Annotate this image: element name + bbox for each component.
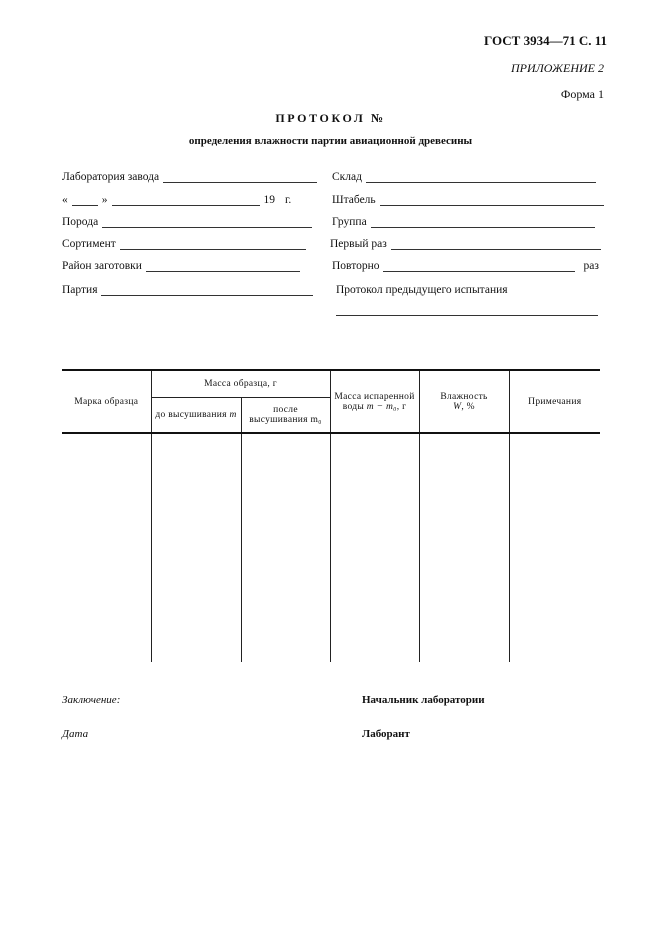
field-laboratory-line[interactable]	[163, 172, 317, 183]
header-moisture-var: W	[453, 401, 462, 412]
header-evaporated-line1: Масса испаренной	[334, 391, 415, 402]
date-quote-open: «	[62, 194, 68, 206]
cell-sample-mark[interactable]	[62, 433, 151, 662]
moisture-table	[62, 369, 600, 662]
header-after-drying-line1: после	[273, 405, 298, 415]
year-prefix: 19	[263, 194, 275, 206]
header-evaporated-line2: воды	[342, 401, 365, 412]
field-group	[332, 216, 595, 228]
conclusion-label: Заключение:	[62, 694, 121, 706]
field-date	[62, 194, 291, 206]
header-notes: Примечания	[509, 370, 600, 433]
field-previous-protocol-line[interactable]	[336, 305, 598, 316]
cell-notes[interactable]	[509, 433, 600, 662]
field-warehouse-line[interactable]	[366, 172, 596, 183]
field-harvest-area-line[interactable]	[146, 261, 300, 272]
field-first-time-label: Первый раз	[330, 238, 387, 250]
field-warehouse-label: Склад	[332, 171, 362, 183]
field-repeated-label: Повторно	[332, 260, 380, 272]
field-assortment-label: Сортимент	[62, 238, 116, 250]
field-laboratory-label: Лаборатория завода	[62, 171, 160, 183]
header-evaporated-water	[330, 370, 419, 433]
field-harvest-area-label: Район заготовки	[62, 260, 142, 272]
header-moisture-line1: Влажность	[440, 391, 488, 402]
field-laboratory	[62, 171, 317, 183]
date-label: Дата	[62, 728, 89, 740]
date-quote-close: »	[101, 194, 108, 206]
cell-moisture[interactable]	[419, 433, 509, 662]
form-number: Форма 1	[560, 87, 604, 101]
header-after-drying-line2: высушивания m₀	[249, 415, 322, 425]
field-batch	[62, 284, 313, 296]
field-repeated	[332, 260, 599, 272]
field-stack-line[interactable]	[380, 195, 604, 206]
field-previous-protocol-label: Протокол предыдущего испытания	[336, 284, 508, 296]
page-subtitle: определения влажности партии авиационной древесины	[188, 135, 473, 147]
field-assortment	[62, 238, 306, 250]
header-mass-group: Масса образца, г	[151, 370, 330, 398]
field-group-label: Группа	[332, 216, 367, 228]
table-row	[62, 433, 600, 662]
field-stack-label: Штабель	[332, 194, 376, 206]
field-species-label: Порода	[62, 216, 99, 228]
field-first-time	[330, 238, 601, 250]
field-previous-protocol	[336, 284, 508, 296]
standard-code: ГОСТ 3934—71 С. 11	[484, 33, 607, 48]
lab-assistant-label: Лаборант	[362, 728, 410, 740]
field-harvest-area	[62, 260, 300, 272]
field-warehouse	[332, 171, 596, 183]
header-sample-mark: Марка образца	[62, 370, 151, 433]
field-repeated-suffix: раз	[583, 260, 599, 272]
field-species-line[interactable]	[102, 217, 312, 228]
header-moisture-unit: , %	[461, 401, 475, 412]
field-batch-line[interactable]	[101, 285, 313, 296]
field-day-line[interactable]	[72, 195, 98, 206]
field-stack	[332, 194, 604, 206]
cell-evaporated-water[interactable]	[330, 433, 419, 662]
cell-after-drying[interactable]	[241, 433, 330, 662]
field-repeated-line[interactable]	[383, 261, 575, 272]
cell-before-drying[interactable]	[151, 433, 241, 662]
field-group-line[interactable]	[371, 217, 595, 228]
field-batch-label: Партия	[62, 284, 98, 296]
appendix-label: ПРИЛОЖЕНИЕ 2	[511, 61, 604, 75]
header-before-drying-var: m	[229, 410, 237, 420]
field-month-line[interactable]	[112, 195, 260, 206]
field-species	[62, 216, 312, 228]
header-evaporated-unit: , г	[396, 401, 407, 412]
field-first-time-line[interactable]	[391, 239, 601, 250]
year-suffix: г.	[285, 194, 292, 206]
header-after-drying	[241, 398, 330, 434]
header-evaporated-formula: m − m₀	[366, 401, 397, 412]
header-moisture	[419, 370, 509, 433]
page-title: ПРОТОКОЛ №	[275, 111, 386, 125]
field-assortment-line[interactable]	[120, 239, 306, 250]
header-before-drying-text: до высушивания	[155, 410, 227, 420]
header-before-drying	[151, 398, 241, 434]
lab-head-label: Начальник лаборатории	[362, 694, 485, 706]
